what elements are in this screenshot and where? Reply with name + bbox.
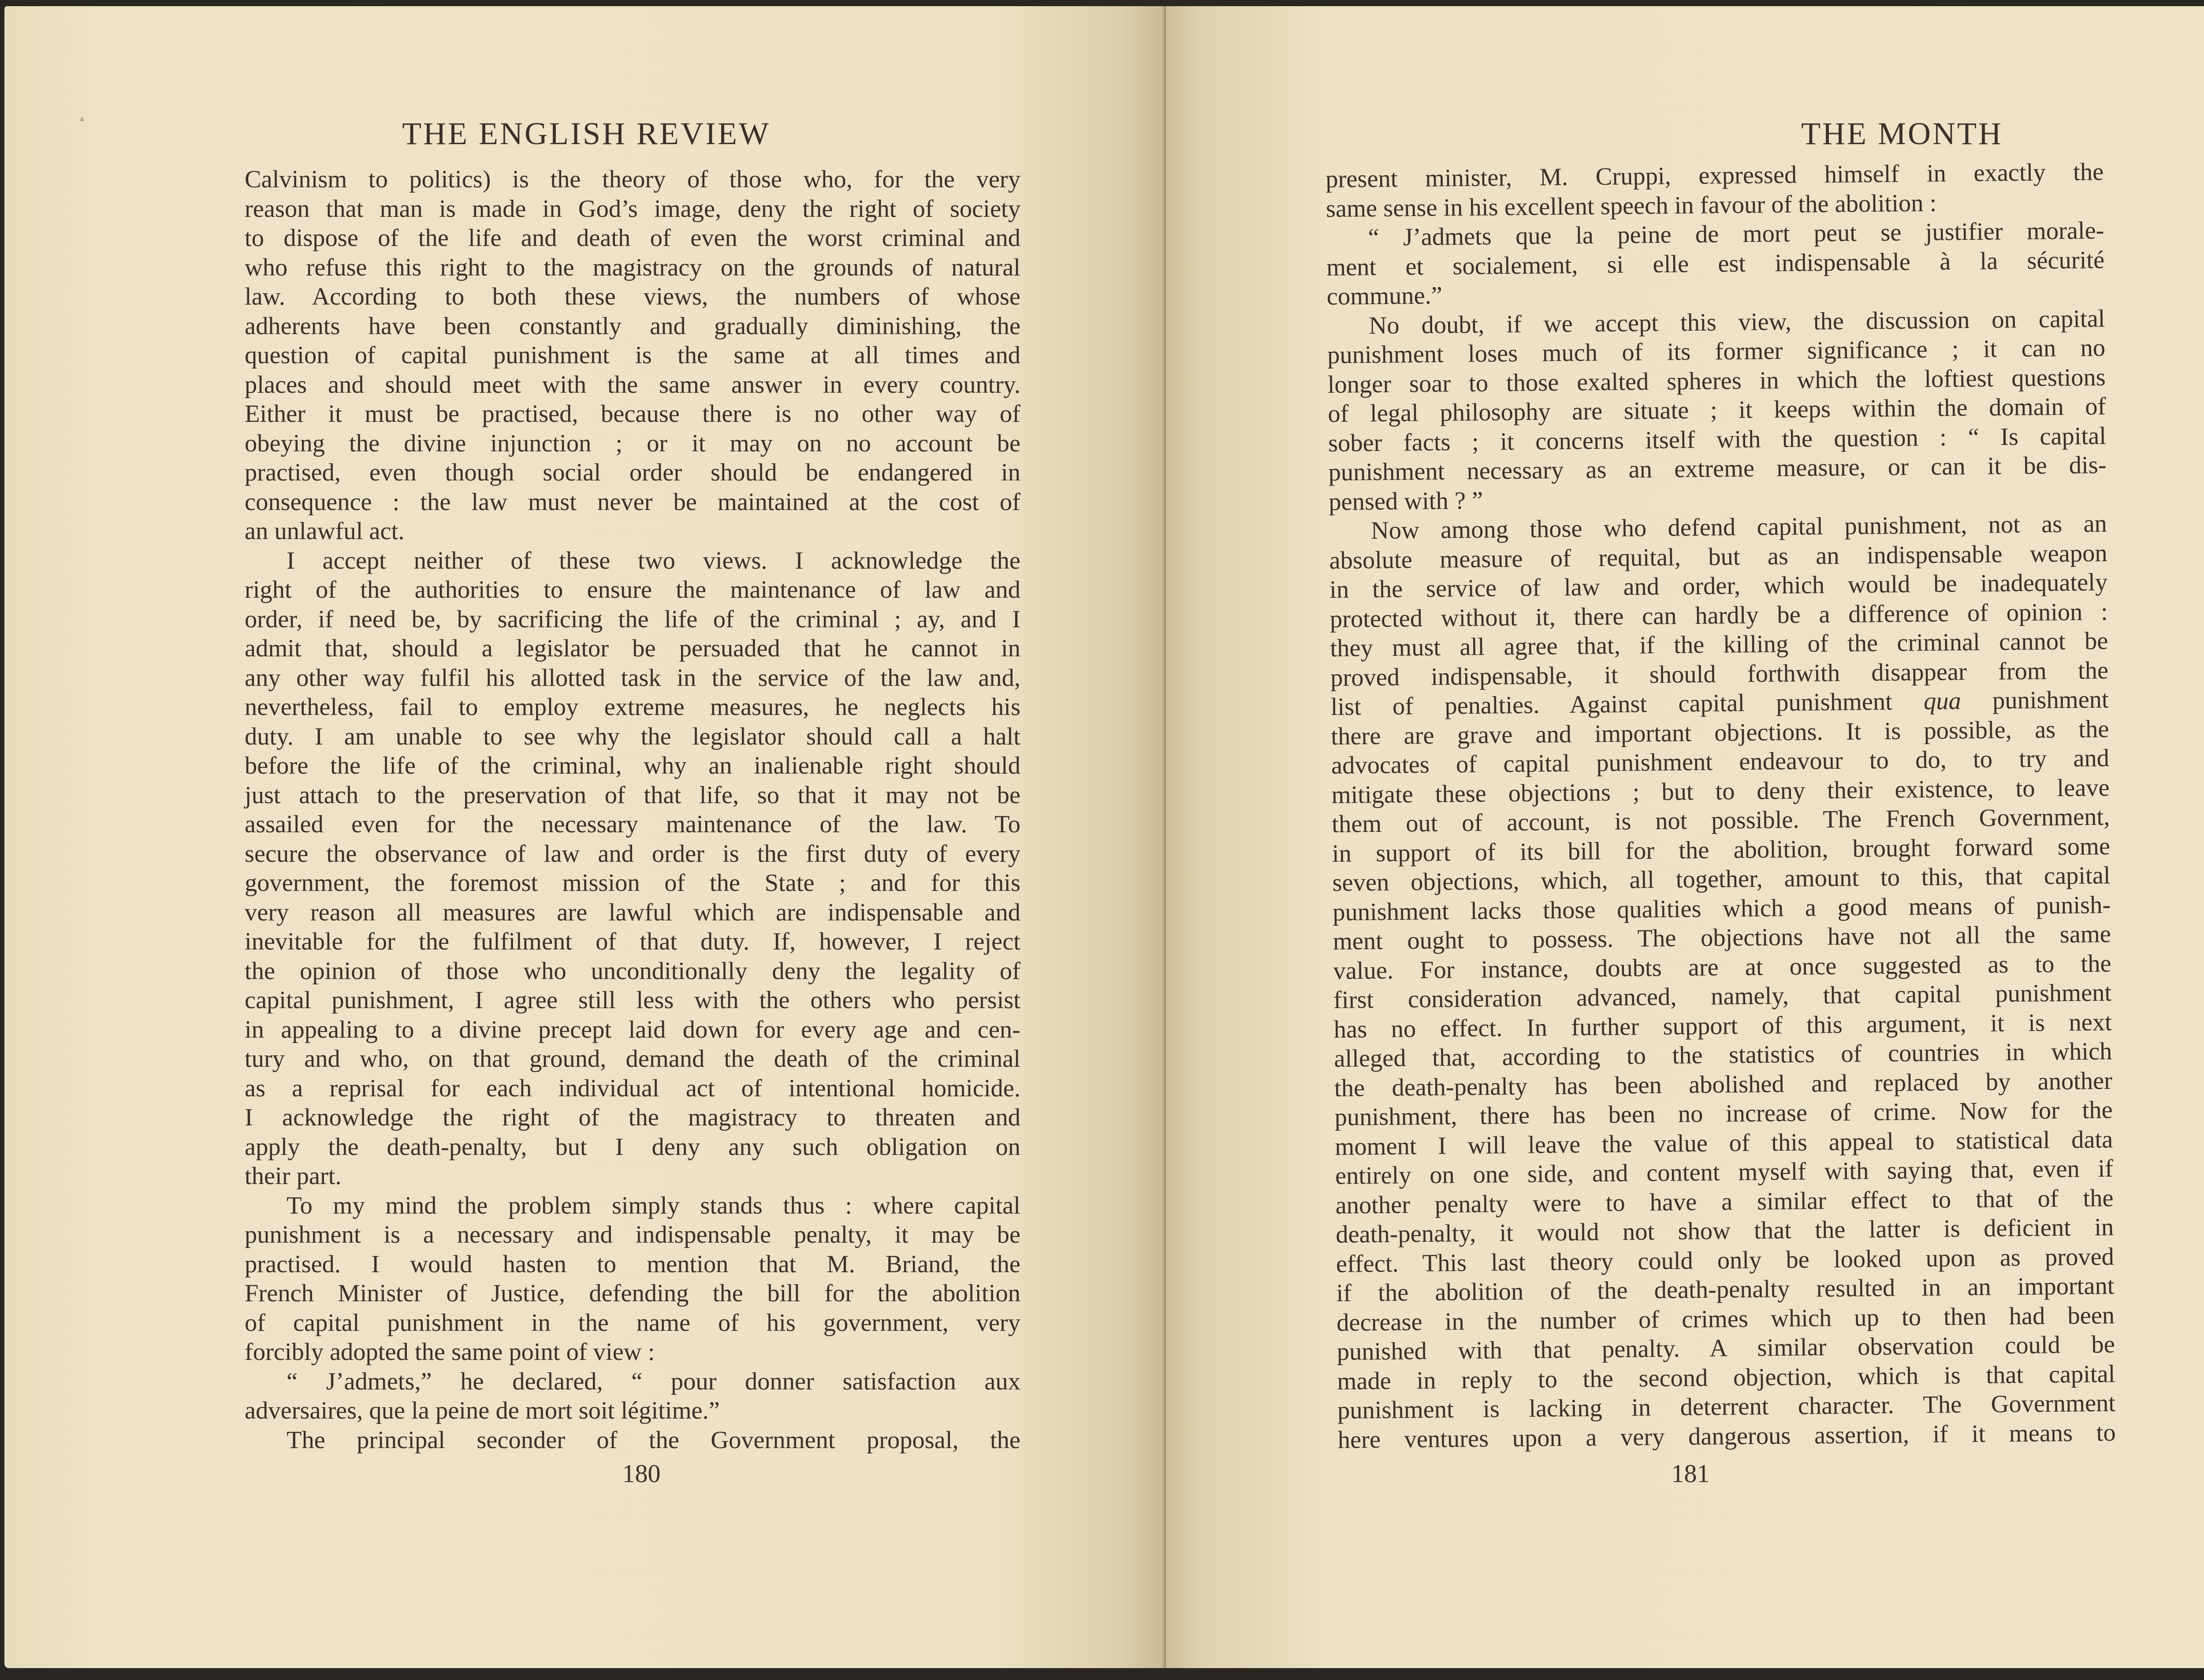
text-line: The principal seconder of the Government proposal, the: [287, 1426, 1020, 1454]
stray-mark: ₐ: [80, 108, 84, 123]
text-line: has no effect. In further support of this argument, it is next: [1333, 1008, 2112, 1043]
text-line: adversaires, que la peine de mort soit légitime.”: [245, 1397, 720, 1424]
text-line: the death-penalty has been abolished and replaced by another: [1334, 1067, 2113, 1102]
text-line: very reason all measures are lawful which are indispensable and: [245, 898, 1020, 926]
text-line: seven objections, which, all together, amount to this, that capital: [1332, 861, 2111, 897]
text-line: tury and who, on that ground, demand the death of the criminal: [245, 1045, 1020, 1073]
text-line: consequence : the law must never be maintained at the cost of: [245, 488, 1020, 516]
text-line: any other way fulfil his allotted task in the service of the law and,: [245, 664, 1020, 692]
text-line: No doubt, if we accept this view, the discussion on capital: [1369, 305, 2105, 339]
running-head: THE ENGLISH REVIEW: [402, 116, 771, 151]
text-line: Calvinism to politics) is the theory of those who, for the very: [245, 166, 1020, 193]
text-line: nevertheless, fail to employ extreme measures, he neglects his: [245, 693, 1020, 721]
text-line: ment ought to possess. The objections have not all the same: [1333, 920, 2111, 955]
text-line: made in reply to the second objection, which is that capital: [1337, 1360, 2115, 1395]
text-line: I accept neither of these two views. I acknowledge the: [287, 547, 1020, 574]
text-line: them out of account, is not possible. The French Government,: [1332, 803, 2110, 838]
text-line: admit that, should a legislator be persuaded that he cannot in: [245, 635, 1020, 662]
text-line: effect. This last theory could only be looked upon as proved: [1336, 1243, 2115, 1278]
text-line: punishment, there has been no increase of crime. Now for the: [1334, 1096, 2113, 1131]
text-line: “ J’admets que la peine de mort peut se justifier morale-: [1368, 217, 2104, 252]
text-line: ment et socialement, si elle est indispensable à la sécurité: [1326, 246, 2105, 281]
text-line: death-penalty, it would not show that the latter is deficient in: [1335, 1213, 2114, 1248]
text-line: sober facts ; it concerns itself with the question : “ Is capital: [1328, 422, 2107, 457]
text-line: duty. I am unable to see why the legislator should call a halt: [245, 723, 1020, 750]
text-line: in appealing to a divine precept laid down for every age and cen-: [245, 1016, 1020, 1043]
text-line: “ J’admets,” he declared, “ pour donner satisfaction aux: [287, 1367, 1020, 1395]
text-line: moment I will leave the value of this appeal to statistical data: [1335, 1125, 2113, 1161]
text-line: longer soar to those exalted spheres in which the loftiest questions: [1327, 363, 2106, 399]
text-line: obeying the divine injunction ; or it may on no account be: [245, 429, 1020, 457]
text-line: reason that man is made in God’s image, deny the right of society: [245, 195, 1020, 223]
text-line: entirely on one side, and content myself with saying that, even if: [1335, 1155, 2114, 1190]
text-line: commune.”: [1326, 282, 1443, 310]
running-head: THE MONTH: [1801, 116, 2003, 151]
text-line: in the service of law and order, which would be inadequately: [1329, 569, 2108, 603]
text-line: question of capital punishment is the same at all times and: [245, 342, 1020, 369]
text-line: who refuse this right to the magistracy on the grounds of natural: [245, 253, 1020, 281]
text-line: decrease in the number of crimes which up to then had been: [1336, 1301, 2115, 1337]
text-line: their part.: [245, 1162, 342, 1190]
text-line: just attach to the preservation of that life, so that it may not be: [245, 781, 1020, 809]
text-line: places and should meet with the same answer in every country.: [245, 371, 1020, 399]
text-line: forcibly adopted the same point of view :: [245, 1338, 655, 1366]
text-line: punished with that penalty. A similar observation could be: [1337, 1330, 2115, 1366]
text-line: punishment necessary as an extreme measure, or can it be dis-: [1328, 451, 2107, 486]
text-line: list of penalties. Against capital punishment qua punishment: [1330, 686, 2109, 721]
page-number: 181: [1671, 1459, 1710, 1488]
text-line: first consideration advanced, namely, that capital punishment: [1333, 979, 2112, 1014]
text-line: law. According to both these views, the numbers of whose: [245, 283, 1020, 310]
text-line: punishment is a necessary and indispensable penalty, it may be: [245, 1221, 1020, 1248]
text-line: adherents have been constantly and gradually diminishing, the: [245, 312, 1020, 340]
text-line: of legal philosophy are situate ; it keeps within the domain of: [1328, 393, 2106, 428]
text-line: here ventures upon a very dangerous assertion, if it means to: [1337, 1419, 2116, 1454]
text-line: there are grave and important objections. It is possible, as the: [1331, 715, 2109, 750]
text-line: mitigate these objections ; but to deny their existence, to leave: [1331, 774, 2110, 809]
text-line: proved indispensable, it should forthwith disappear from the: [1330, 656, 2109, 692]
text-line: Either it must be practised, because there is no other way of: [245, 400, 1020, 428]
text-line: another penalty were to have a similar effect to that of the: [1335, 1184, 2114, 1219]
text-line: order, if need be, by sacrificing the life of the criminal ; ay, and I: [245, 605, 1020, 633]
text-line: apply the death-penalty, but I deny any such obligation on: [245, 1133, 1020, 1161]
text-line: an unlawful act.: [245, 518, 405, 545]
text-line: protected without it, there can hardly be a difference of opinion :: [1329, 598, 2108, 633]
text-line: advocates of capital punishment endeavour to do, to try and: [1331, 744, 2110, 779]
text-line: assailed even for the necessary maintenance of the law. To: [245, 811, 1020, 838]
text-line: if the abolition of the death-penalty resulted in an important: [1336, 1272, 2115, 1307]
text-line: punishment is lacking in deterrent character. The Government: [1337, 1389, 2116, 1424]
text-line: pensed with ? ”: [1329, 487, 1483, 516]
text-line: the opinion of those who unconditionally deny the legality of: [245, 957, 1020, 985]
text-line: same sense in his excellent speech in favour of the abolition :: [1325, 189, 1937, 223]
text-line: I acknowledge the right of the magistracy to threaten and: [245, 1104, 1020, 1131]
page-number: 180: [622, 1459, 661, 1488]
left-page: [4, 6, 1166, 1668]
text-line: inevitable for the fulfilment of that duty. If, however, I reject: [245, 928, 1020, 955]
text-line: to dispose of the life and death of even the worst criminal and: [245, 224, 1020, 252]
text-line: before the life of the criminal, why an inalienable right should: [245, 752, 1020, 779]
text-column: [245, 165, 1020, 1455]
text-line: capital punishment, I agree still less with the others who persist: [245, 987, 1020, 1014]
text-line: punishment loses much of its former significance ; it can no: [1327, 334, 2106, 369]
text-column: [1325, 157, 2116, 1455]
text-line: practised. I would hasten to mention that M. Briand, the: [245, 1250, 1020, 1278]
text-line: alleged that, according to the statistics of countries in which: [1334, 1037, 2112, 1073]
text-line: as a reprisal for each individual act of intentional homicide.: [245, 1074, 1020, 1102]
text-line: present minister, M. Cruppi, expressed himself in exactly the: [1325, 158, 2104, 193]
text-line: of capital punishment in the name of his government, very: [245, 1309, 1020, 1337]
text-line: in support of its bill for the abolition, brought forward some: [1332, 832, 2111, 868]
text-line: French Minister of Justice, defending the bill for the abolition: [245, 1280, 1020, 1307]
text-line: government, the foremost mission of the State ; and for this: [245, 869, 1020, 897]
text-line: right of the authorities to ensure the maintenance of law and: [245, 576, 1020, 603]
text-line: absolute measure of requital, but as an indispensable weapon: [1329, 539, 2107, 574]
text-line: punishment lacks those qualities which a good means of punish-: [1332, 891, 2111, 926]
text-line: value. For instance, doubts are at once suggested as to the: [1333, 950, 2111, 985]
text-line: secure the observance of law and order is the first duty of every: [245, 840, 1020, 868]
text-line: Now among those who defend capital punishment, not as an: [1370, 510, 2107, 545]
text-line: practised, even though social order should be endangered in: [245, 459, 1020, 486]
text-line: To my mind the problem simply stands thus : where capital: [287, 1192, 1020, 1219]
right-page: [1166, 6, 2204, 1668]
text-line: they must all agree that, if the killing of the criminal cannot be: [1330, 627, 2108, 662]
